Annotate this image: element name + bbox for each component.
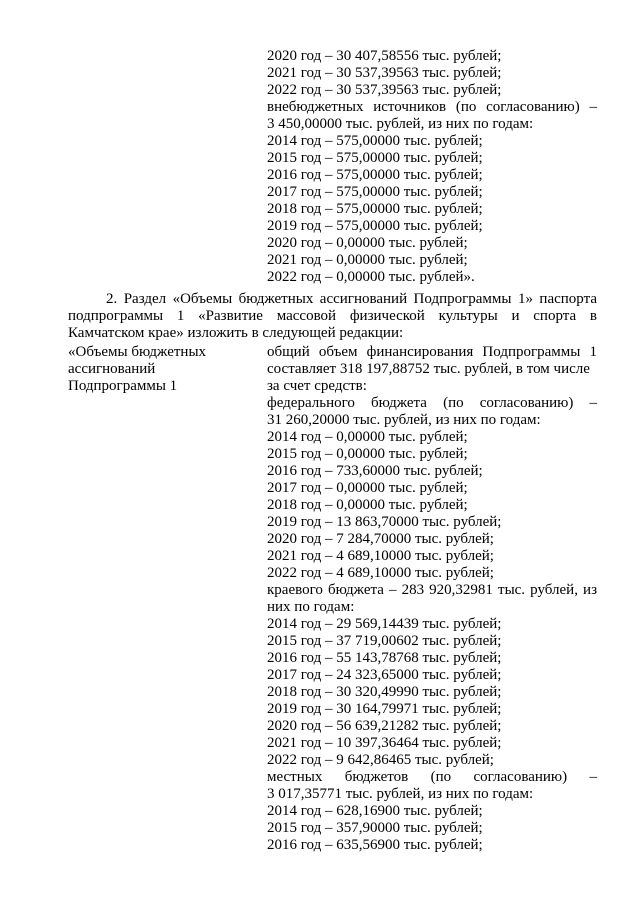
year-line: 2020 год – 0,00000 тыс. рублей; [267, 235, 468, 251]
year-line: 2021 год – 10 397,36464 тыс. рублей; [267, 735, 502, 751]
year-line: 2016 год – 55 143,78768 тыс. рублей; [267, 650, 502, 666]
year-line: 2016 год – 635,56900 тыс. рублей; [267, 837, 483, 853]
year-line: 2020 год – 7 284,70000 тыс. рублей; [267, 531, 494, 547]
text-line: 2022 год – 30 537,39563 тыс. рублей; [267, 82, 502, 98]
year-line: 2015 год – 37 719,00602 тыс. рублей; [267, 633, 502, 649]
year-line: 2018 год – 575,00000 тыс. рублей; [267, 201, 483, 217]
offbudget-total: 3 450,00000 тыс. рублей, из них по годам: [267, 116, 534, 132]
year-line: 2016 год – 733,60000 тыс. рублей; [267, 463, 483, 479]
section-2-paragraph [68, 291, 597, 342]
year-line: 2014 год – 0,00000 тыс. рублей; [267, 429, 468, 445]
paragraph-line: подпрограммы 1 «Развитие массовой физической культуры и спорта в [68, 308, 597, 324]
year-line: 2017 год – 24 323,65000 тыс. рублей; [267, 667, 502, 683]
paragraph-line: Камчатском крае» изложить в следующей редакции: [68, 325, 404, 341]
year-line: 2015 год – 0,00000 тыс. рублей; [267, 446, 468, 462]
label-line: Подпрограммы 1 [68, 378, 178, 394]
year-line: 2014 год – 575,00000 тыс. рублей; [267, 133, 483, 149]
table-value-cell [267, 344, 597, 854]
paragraph-line: 2. Раздел «Объемы бюджетных ассигнований Подпрограммы 1» паспорта [106, 291, 597, 307]
year-line: 2014 год – 29 569,14439 тыс. рублей; [267, 616, 502, 632]
year-line: 2015 год – 357,90000 тыс. рублей; [267, 820, 483, 836]
year-line: 2017 год – 575,00000 тыс. рублей; [267, 184, 483, 200]
local-total: 3 017,35771 тыс. рублей, из них по годам: [267, 786, 534, 802]
year-line: 2022 год – 0,00000 тыс. рублей». [267, 269, 475, 285]
year-line: 2021 год – 4 689,10000 тыс. рублей; [267, 548, 494, 564]
total-line: составляет 318 197,88752 тыс. рублей, в том числе [267, 361, 590, 377]
year-line: 2019 год – 13 863,70000 тыс. рублей; [267, 514, 502, 530]
label-line: «Объемы бюджетных [68, 344, 207, 360]
regional-heading: них по годам: [267, 599, 355, 615]
year-line: 2020 год – 56 639,21282 тыс. рублей; [267, 718, 502, 734]
year-line: 2022 год – 9 642,86465 тыс. рублей; [267, 752, 494, 768]
regional-heading: краевого бюджета – 283 920,32981 тыс. рублей, из [267, 582, 597, 598]
year-line: 2018 год – 30 320,49990 тыс. рублей; [267, 684, 502, 700]
total-line: общий объем финансирования Подпрограммы 1 [267, 344, 597, 360]
table-label-cell [68, 344, 258, 395]
federal-heading: федерального бюджета (по согласованию) – [267, 395, 597, 411]
federal-total: 31 260,20000 тыс. рублей, из них по годам: [267, 412, 541, 428]
label-line: ассигнований [68, 361, 156, 377]
year-line: 2015 год – 575,00000 тыс. рублей; [267, 150, 483, 166]
offbudget-heading: внебюджетных источников (по согласованию) – [267, 99, 597, 115]
total-line: за счет средств: [267, 378, 367, 394]
text-line: 2020 год – 30 407,58556 тыс. рублей; [267, 48, 502, 64]
year-line: 2016 год – 575,00000 тыс. рублей; [267, 167, 483, 183]
year-line: 2021 год – 0,00000 тыс. рублей; [267, 252, 468, 268]
text-line: 2021 год – 30 537,39563 тыс. рублей; [267, 65, 502, 81]
year-line: 2019 год – 30 164,79971 тыс. рублей; [267, 701, 502, 717]
offbudget-block [267, 48, 597, 286]
year-line: 2017 год – 0,00000 тыс. рублей; [267, 480, 468, 496]
year-line: 2014 год – 628,16900 тыс. рублей; [267, 803, 483, 819]
local-heading: местных бюджетов (по согласованию) – [267, 769, 597, 785]
year-line: 2018 год – 0,00000 тыс. рублей; [267, 497, 468, 513]
year-line: 2019 год – 575,00000 тыс. рублей; [267, 218, 483, 234]
year-line: 2022 год – 4 689,10000 тыс. рублей; [267, 565, 494, 581]
